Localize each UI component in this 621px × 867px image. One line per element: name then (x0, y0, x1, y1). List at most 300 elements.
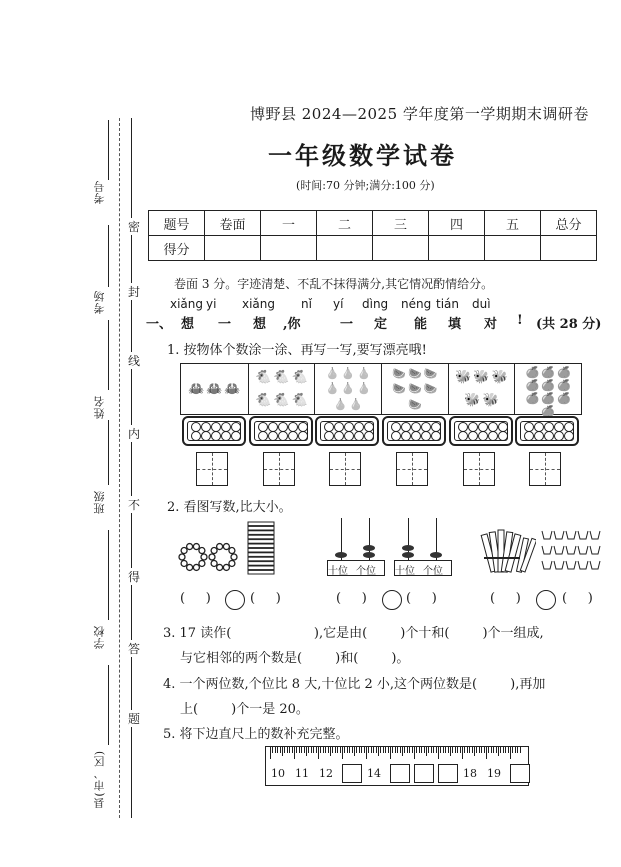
ruler-tick (318, 747, 319, 759)
ruler-tick (517, 747, 518, 753)
section-title-char: 填 (448, 317, 462, 332)
stacked-bar (248, 526, 274, 530)
crab-icon: 🦀 (206, 381, 223, 397)
orange-icon: 🍊 (557, 379, 571, 392)
score-table-header-row (149, 211, 597, 236)
tray-circle[interactable] (221, 431, 231, 441)
pinyin-syllable: yi (206, 297, 217, 311)
tray-circle[interactable] (411, 431, 421, 441)
seal-char: 题 (128, 712, 141, 726)
ruler-tick (488, 747, 489, 753)
orange-icon: 🍊 (525, 379, 540, 392)
crab-icon: 🦀 (224, 381, 241, 397)
score-table (148, 210, 597, 261)
pinyin-syllable: xiǎng (170, 297, 204, 311)
exam-info: (时间:70 分钟;满分:100 分) (296, 179, 435, 192)
bee-picture-cell (448, 364, 515, 414)
score-input-cell[interactable] (205, 236, 261, 261)
bead (199, 560, 205, 566)
ruler-tick (505, 747, 506, 753)
crab-icon: 🦀 (188, 381, 205, 397)
cup (566, 546, 576, 554)
bee-icon: 🐝 (464, 393, 481, 408)
counting-tray[interactable] (382, 416, 446, 446)
watermelon-icon: 🍉 (423, 382, 438, 396)
cup (542, 531, 552, 539)
q4-line1: 4. 一个两位数,个位比 8 大,十位比 2 小,这个两位数是( ),再加 (163, 677, 546, 692)
q2-text: 2. 看图写数,比大小。 (167, 500, 292, 515)
counting-tray[interactable] (249, 416, 313, 446)
stacked-bar (248, 570, 274, 574)
abacus-bead (430, 552, 442, 558)
tray-circle[interactable] (458, 431, 468, 441)
ruler-tick (462, 747, 463, 759)
chicken-icon: 🐔 (291, 370, 308, 385)
bead (217, 544, 223, 550)
counting-tray[interactable] (182, 416, 246, 446)
stacked-bar (248, 535, 274, 539)
ones-place-label: 个位 (423, 566, 443, 577)
ruler-tick (366, 747, 367, 759)
ruler-tick (342, 747, 343, 759)
score-header-cell: 三 (373, 211, 429, 236)
room-label: 考场 (93, 290, 106, 314)
ruler-tick (304, 747, 305, 753)
q5-text: 5. 将下边直尺上的数补充完整。 (163, 727, 349, 742)
score-input-cell[interactable] (429, 236, 485, 261)
score-input-cell[interactable] (373, 236, 429, 261)
orange-icon: 🍊 (541, 405, 555, 418)
section-title-row (146, 313, 602, 332)
pinyin-syllable: duì (472, 297, 491, 311)
cup (578, 531, 588, 539)
cup (578, 546, 588, 554)
compare-blank-left[interactable]: ( ) (336, 591, 367, 606)
stacked-bar (248, 540, 274, 544)
q1-picture-strip (180, 363, 582, 418)
cup (566, 561, 576, 569)
ruler-tick (416, 747, 417, 753)
writing-grid[interactable] (263, 452, 295, 486)
stacked-bars-picture (246, 520, 278, 576)
cups-picture (540, 527, 604, 575)
ruler-tick (364, 747, 365, 753)
ruler-tick (452, 747, 453, 753)
ruler-tick (402, 747, 403, 756)
ruler-number: 10 (271, 767, 285, 780)
bead (209, 554, 215, 560)
ruler-tick (520, 747, 521, 753)
section-title-char: 一 (340, 317, 354, 332)
cup (590, 546, 600, 554)
ruler-tick (467, 747, 468, 753)
writing-grid[interactable] (529, 452, 561, 486)
tray-circle[interactable] (268, 431, 278, 441)
exam-no-line (108, 120, 109, 180)
ruler-tick (361, 747, 362, 753)
bead (187, 544, 193, 550)
stacked-bar (248, 548, 274, 552)
tray-circle[interactable] (401, 431, 411, 441)
score-header-cell: 二 (317, 211, 373, 236)
orange-picture-cell (514, 364, 581, 418)
abacus-picture (394, 518, 452, 578)
name-line (108, 320, 109, 390)
ruler-tick (433, 747, 434, 753)
watermelon-icon: 🍉 (407, 367, 422, 381)
ruler-tick (354, 747, 355, 756)
ruler-tick (474, 747, 475, 756)
ruler-tick (340, 747, 341, 753)
ruler-blank-box[interactable] (510, 764, 530, 783)
bead (217, 564, 223, 570)
tens-place-label: 十位 (395, 566, 415, 577)
compare-blank-left[interactable]: ( ) (490, 591, 521, 606)
stacked-bar (248, 553, 274, 557)
compare-blank-right[interactable]: ( ) (250, 591, 281, 606)
ruler-tick (428, 747, 429, 753)
q1-tray-row (180, 416, 580, 450)
score-row-label: 得分 (149, 236, 205, 261)
seal-char: 密 (128, 220, 141, 234)
ruler-tick (500, 747, 501, 753)
orange-icon: 🍊 (557, 366, 571, 379)
ruler-number: 19 (487, 767, 501, 780)
ruler-tick (289, 747, 290, 753)
ruler-tick (448, 747, 449, 753)
cup (554, 546, 564, 554)
ruler-tick (438, 747, 439, 759)
neatness-note: 卷面 3 分。字迹清楚、不乱不抹得满分,其它情况酌情给分。 (174, 277, 494, 291)
bead (179, 554, 185, 560)
ruler-tick (270, 747, 271, 759)
tray-circle[interactable] (191, 431, 201, 441)
ruler-blank-box[interactable] (414, 764, 434, 783)
cup (578, 561, 588, 569)
ruler-tick (388, 747, 389, 753)
ruler-tick (421, 747, 422, 753)
ruler-tick (272, 747, 273, 753)
compare-circle[interactable] (225, 590, 245, 610)
score-header-cell: 四 (429, 211, 485, 236)
score-header-cell: 一 (261, 211, 317, 236)
tray-circle[interactable] (201, 431, 211, 441)
writing-grid[interactable] (196, 452, 228, 486)
class-label: 班级 (93, 490, 106, 514)
school-label: 学校 (93, 625, 106, 649)
watermelon-icon: 🍉 (407, 397, 422, 411)
ruler-tick (356, 747, 357, 753)
pear-icon: 🍐 (325, 382, 340, 396)
compare-blank-left[interactable]: ( ) (180, 591, 211, 606)
score-header-cell: 题号 (149, 211, 205, 236)
cup (542, 546, 552, 554)
q3-line2: 与它相邻的两个数是( )和( )。 (180, 651, 410, 666)
ruler-tick (472, 747, 473, 753)
writing-grid[interactable] (329, 452, 361, 486)
section-title-char: ! (517, 313, 523, 328)
exam-subtitle: 博野县 2024—2025 学年度第一学期期末调研卷 (250, 105, 589, 123)
bead (193, 564, 199, 570)
bee-icon: 🐝 (473, 370, 490, 385)
watermelon-icon: 🍉 (423, 367, 438, 381)
ruler-tick (316, 747, 317, 753)
ruler-tick (352, 747, 353, 753)
exam-title: 一年级数学试卷 (268, 141, 457, 170)
ruler-tick (515, 747, 516, 753)
tray-circle[interactable] (258, 431, 268, 441)
score-input-cell[interactable] (317, 236, 373, 261)
ruler-tick (311, 747, 312, 753)
ruler-tick (479, 747, 480, 753)
binding-line-dashed (119, 118, 120, 818)
writing-grid[interactable] (463, 452, 495, 486)
ruler-tick (392, 747, 393, 753)
cup (590, 531, 600, 539)
school-line (108, 530, 109, 620)
pinyin-syllable: tián (436, 297, 459, 311)
bead (211, 548, 217, 554)
ones-place-label: 个位 (356, 566, 376, 577)
abacus-bead (363, 545, 375, 551)
bead (181, 560, 187, 566)
counting-tray[interactable] (449, 416, 513, 446)
stacked-bar (248, 544, 274, 548)
tray-circle[interactable] (298, 431, 308, 441)
room-line (108, 225, 109, 287)
stacked-bar (248, 557, 274, 561)
compare-blank-right[interactable]: ( ) (406, 591, 437, 606)
bee-icon: 🐝 (482, 393, 499, 408)
section-title-char: 能 (414, 317, 428, 332)
tens-place-label: 十位 (328, 566, 348, 577)
ruler-tick (359, 747, 360, 753)
ruler-blank-box[interactable] (342, 764, 362, 783)
bead (199, 548, 205, 554)
ruler-tick (308, 747, 309, 753)
ruler-tick (287, 747, 288, 753)
ruler-tick (330, 747, 331, 756)
ruler-number: 11 (295, 767, 309, 780)
tray-circle[interactable] (421, 431, 431, 441)
ruler-tick (431, 747, 432, 753)
tray-circle[interactable] (391, 431, 401, 441)
ruler (265, 746, 529, 786)
name-label: 姓名 (93, 395, 106, 419)
section-pinyin-row (170, 297, 491, 313)
ruler-tick (280, 747, 281, 753)
ruler-number: 12 (319, 767, 333, 780)
tray-circle[interactable] (431, 431, 441, 441)
ruler-tick (486, 747, 487, 759)
pinyin-syllable: xiǎng (242, 297, 276, 311)
pear-icon: 🍐 (333, 397, 348, 411)
ruler-tick (455, 747, 456, 753)
pear-icon: 🍐 (349, 397, 363, 411)
ruler-tick (390, 747, 391, 759)
compare-circle[interactable] (536, 590, 556, 610)
ruler-tick (380, 747, 381, 753)
ruler-tick (332, 747, 333, 753)
ruler-tick (301, 747, 302, 753)
score-header-cell: 总分 (541, 211, 597, 236)
ruler-tick (508, 747, 509, 753)
stacked-bar (248, 562, 274, 566)
cup (542, 561, 552, 569)
bead (223, 544, 229, 550)
bee-icon: 🐝 (455, 370, 472, 385)
abacus-bead (335, 552, 347, 558)
watermelon-picture-cell (381, 364, 448, 414)
pear-icon: 🍐 (325, 367, 340, 381)
section-title-char: 对 (484, 317, 498, 332)
cup (554, 531, 564, 539)
compare-blank-right[interactable]: ( ) (562, 591, 593, 606)
ruler-tick (414, 747, 415, 759)
ruler-tick (469, 747, 470, 753)
ruler-tick (282, 747, 283, 756)
abacus-bead (363, 552, 375, 558)
q4-line2: 上( )个一是 20。 (180, 702, 309, 717)
score-header-cell: 卷面 (205, 211, 261, 236)
pinyin-syllable: nǐ (301, 297, 312, 311)
county-line (108, 665, 109, 745)
crab-picture-cell (181, 364, 248, 414)
counting-tray[interactable] (315, 416, 379, 446)
writing-grid[interactable] (396, 452, 428, 486)
ruler-tick (457, 747, 458, 753)
chicken-icon: 🐔 (291, 393, 308, 408)
section-title-char: 一、 (146, 317, 173, 332)
ruler-tick (419, 747, 420, 753)
ruler-tick (491, 747, 492, 753)
ruler-tick (320, 747, 321, 753)
score-input-cell[interactable] (541, 236, 597, 261)
ruler-tick (296, 747, 297, 753)
cup (566, 531, 576, 539)
county-label: 县(市、区) (93, 750, 106, 809)
watermelon-icon: 🍉 (407, 382, 422, 396)
chicken-icon: 🐔 (255, 393, 272, 408)
section-title-char: 想 (181, 317, 195, 332)
section-title-char: 一 (218, 317, 232, 332)
cup (590, 561, 600, 569)
pear-icon: 🍐 (357, 367, 371, 381)
chicken-icon: 🐔 (273, 393, 290, 408)
seal-char: 答 (128, 642, 141, 656)
ruler-tick (493, 747, 494, 753)
orange-icon: 🍊 (525, 392, 540, 405)
watermelon-icon: 🍉 (392, 367, 406, 381)
ruler-tick (400, 747, 401, 753)
ruler-tick (424, 747, 425, 753)
abacus-bead (402, 552, 414, 558)
chicken-picture-cell (248, 364, 315, 414)
section-title-char: ,你 (283, 317, 301, 332)
watermelon-icon: 🍉 (392, 382, 406, 396)
ruler-tick (395, 747, 396, 753)
orange-icon: 🍊 (525, 366, 540, 379)
orange-icon: 🍊 (557, 392, 571, 405)
tray-circle[interactable] (468, 431, 478, 441)
ruler-tick (460, 747, 461, 753)
ruler-tick (337, 747, 338, 753)
ruler-tick (277, 747, 278, 753)
bead (211, 560, 217, 566)
ruler-tick (409, 747, 410, 753)
ruler-tick (292, 747, 293, 753)
orange-icon: 🍊 (541, 379, 555, 392)
score-input-cell[interactable] (261, 236, 317, 261)
stacked-bar (248, 531, 274, 535)
score-input-cell[interactable] (485, 236, 541, 261)
tray-circle[interactable] (478, 431, 488, 441)
compare-circle[interactable] (382, 590, 402, 610)
tray-circle[interactable] (278, 431, 288, 441)
pear-picture-cell (314, 364, 381, 414)
q1-writing-row (180, 450, 580, 490)
seal-char: 内 (128, 427, 141, 441)
ruler-tick (404, 747, 405, 753)
ruler-number: 14 (367, 767, 381, 780)
ruler-tick (335, 747, 336, 753)
ruler-tick (407, 747, 408, 753)
abacus-bead (402, 545, 414, 551)
ruler-tick (284, 747, 285, 753)
tray-circle[interactable] (288, 431, 298, 441)
stick-bundle-picture (480, 524, 536, 576)
ruler-tick (498, 747, 499, 756)
ruler-blank-box[interactable] (438, 764, 458, 783)
ruler-tick (325, 747, 326, 753)
ruler-tick (373, 747, 374, 753)
stacked-bar (248, 566, 274, 570)
ruler-tick (385, 747, 386, 753)
ruler-tick (397, 747, 398, 753)
counting-tray[interactable] (515, 416, 579, 446)
ruler-tick (368, 747, 369, 753)
tray-circle[interactable] (498, 431, 508, 441)
score-table-score-row (149, 236, 597, 261)
ruler-tick (426, 747, 427, 756)
tray-circle[interactable] (211, 431, 221, 441)
ruler-tick (510, 747, 511, 759)
class-line (108, 420, 109, 485)
ruler-tick (347, 747, 348, 753)
section-title-char: 定 (374, 317, 388, 332)
ruler-tick (378, 747, 379, 756)
ruler-tick (496, 747, 497, 753)
ruler-tick (464, 747, 465, 753)
tray-circle[interactable] (231, 431, 241, 441)
ruler-tick (512, 747, 513, 753)
orange-icon: 🍊 (541, 392, 555, 405)
orange-icon: 🍊 (541, 366, 555, 379)
pinyin-syllable: dìng (362, 297, 389, 311)
bead (193, 544, 199, 550)
bead-rings-picture (178, 542, 238, 572)
ruler-tick (349, 747, 350, 753)
tray-circle[interactable] (488, 431, 498, 441)
ruler-tick (481, 747, 482, 753)
pear-icon: 🍐 (357, 382, 371, 396)
ruler-tick (294, 747, 295, 759)
pear-icon: 🍐 (341, 382, 355, 396)
ruler-blank-box[interactable] (390, 764, 410, 783)
chicken-icon: 🐔 (255, 370, 272, 385)
ruler-tick (328, 747, 329, 753)
pear-icon: 🍐 (341, 367, 355, 381)
